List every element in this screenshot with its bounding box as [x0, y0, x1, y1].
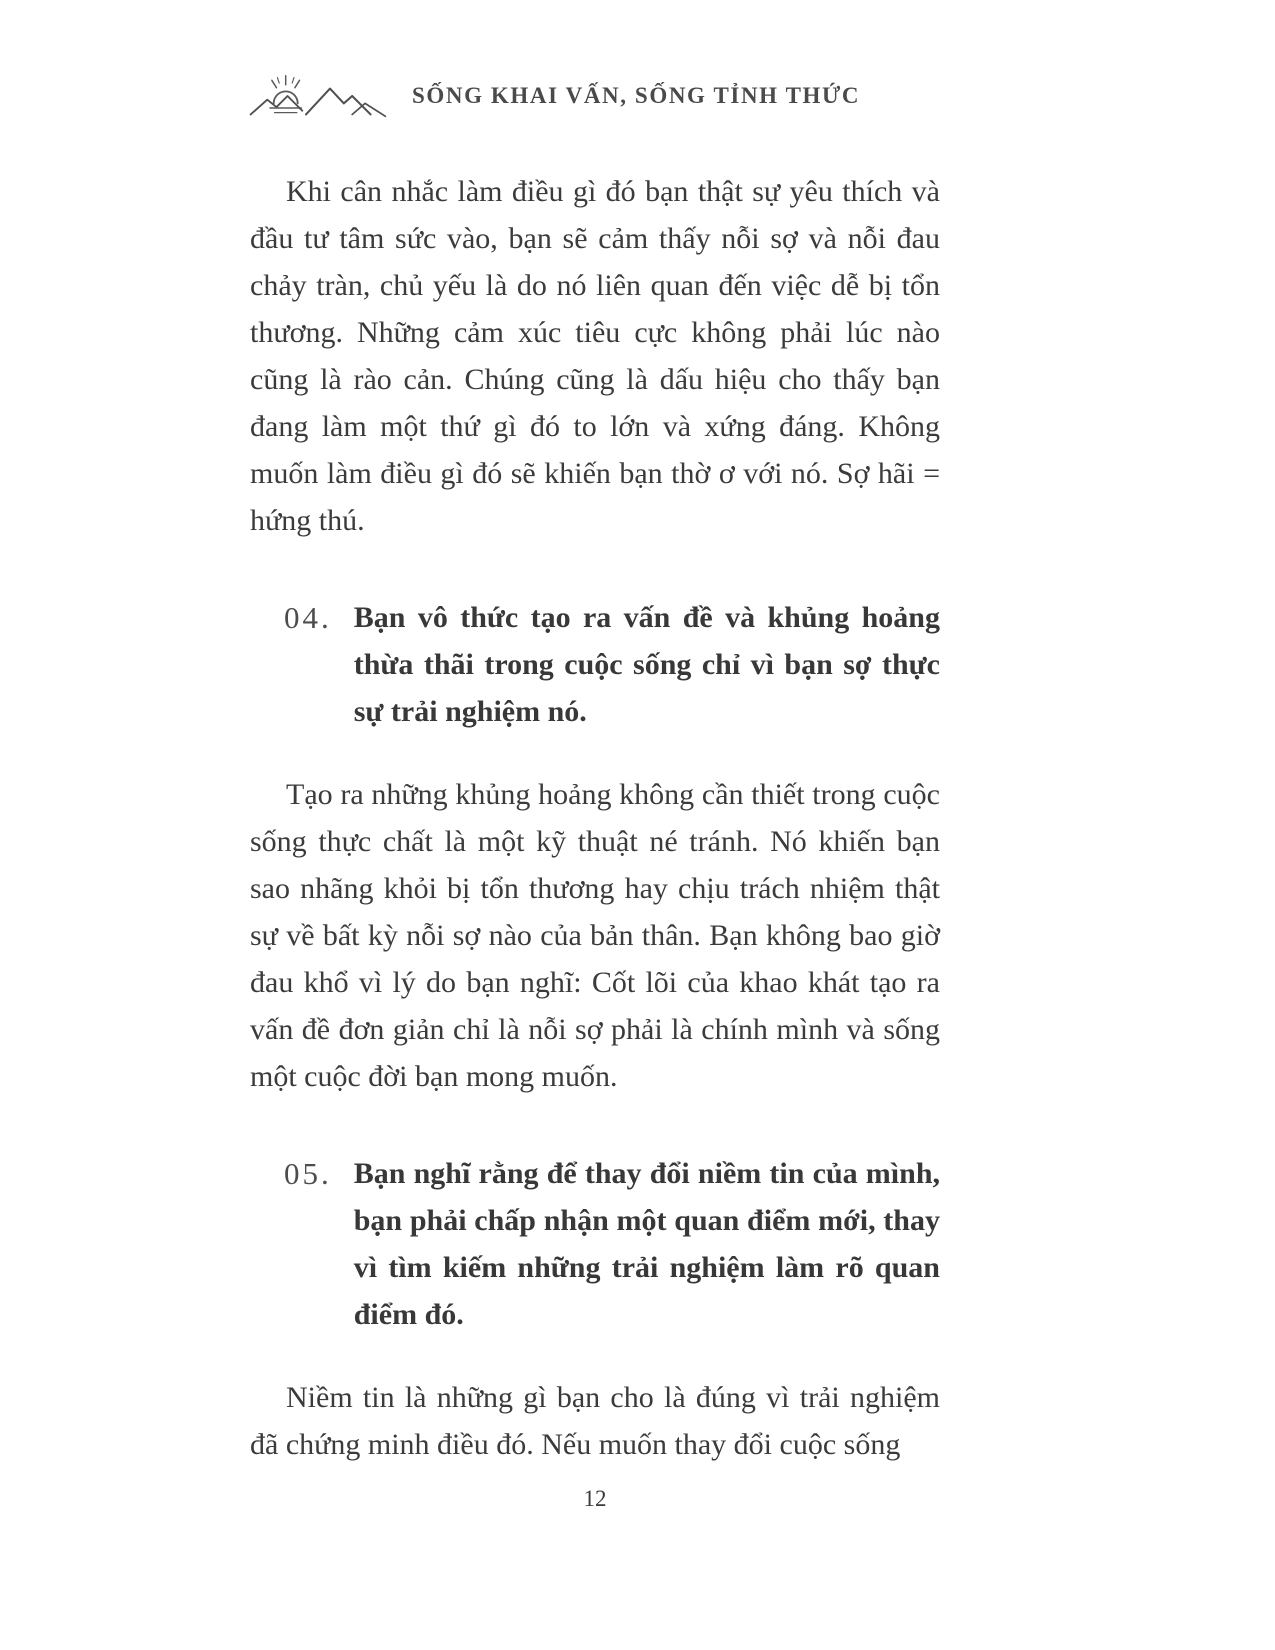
section-number: 04.	[284, 600, 332, 635]
page-footer	[250, 1486, 940, 1512]
section-04-paragraph: Tạo ra những khủng hoảng không cần thiết trong cuộc sống thực chất là một kỹ thuật né tránh. Nó khiến bạn sao nhãng khỏi bị tổn thương hay chịu trách nhiệm thật sự về bất kỳ nỗi sợ nào của bản thân. Bạn không bao giờ đau khổ vì lý do bạn nghĩ: Cốt lõi của khao khát tạo ra vấn đề đơn giản chỉ là nỗi sợ phải là chính mình và sống một cuộc đời bạn mong muốn.	[250, 778, 940, 1093]
section-heading-05	[250, 1150, 940, 1338]
intro-paragraph: Khi cân nhắc làm điều gì đó bạn thật sự yêu thích và đầu tư tâm sức vào, bạn sẽ cảm thấy nỗi sợ và nỗi đau chảy tràn, chủ yếu là do nó liên quan đến việc dễ bị tổn thương. Những cảm xúc tiêu cực không phải lúc nào cũng là rào cản. Chúng cũng là dấu hiệu cho thấy bạn đang làm một thứ gì đó to lớn và xứng đáng. Không muốn làm điều gì đó sẽ khiến bạn thờ ơ với nó. Sợ hãi = hứng thú.	[250, 175, 940, 537]
section-05-paragraph: Niềm tin là những gì bạn cho là đúng vì trải nghiệm đã chứng minh điều đó. Nếu muốn thay đổi cuộc sống	[250, 1381, 940, 1461]
section-title: Bạn nghĩ rằng để thay đổi niềm tin của mình, bạn phải chấp nhận một quan điểm mới, thay vì tìm kiếm những trải nghiệm làm rõ quan điểm đó.	[353, 1157, 940, 1331]
running-head-title: SỐNG KHAI VẤN, SỐNG TỈNH THỨC	[412, 83, 861, 108]
page-number: 12	[583, 1486, 607, 1511]
section-title: Bạn vô thức tạo ra vấn đề và khủng hoảng thừa thãi trong cuộc sống chỉ vì bạn sợ thực sự trải nghiệm nó.	[353, 601, 940, 728]
page-content	[250, 168, 940, 1512]
section-heading-04	[250, 594, 940, 735]
mountain-sunrise-icon	[248, 72, 388, 120]
page-header	[248, 72, 860, 120]
section-number: 05.	[284, 1156, 332, 1191]
